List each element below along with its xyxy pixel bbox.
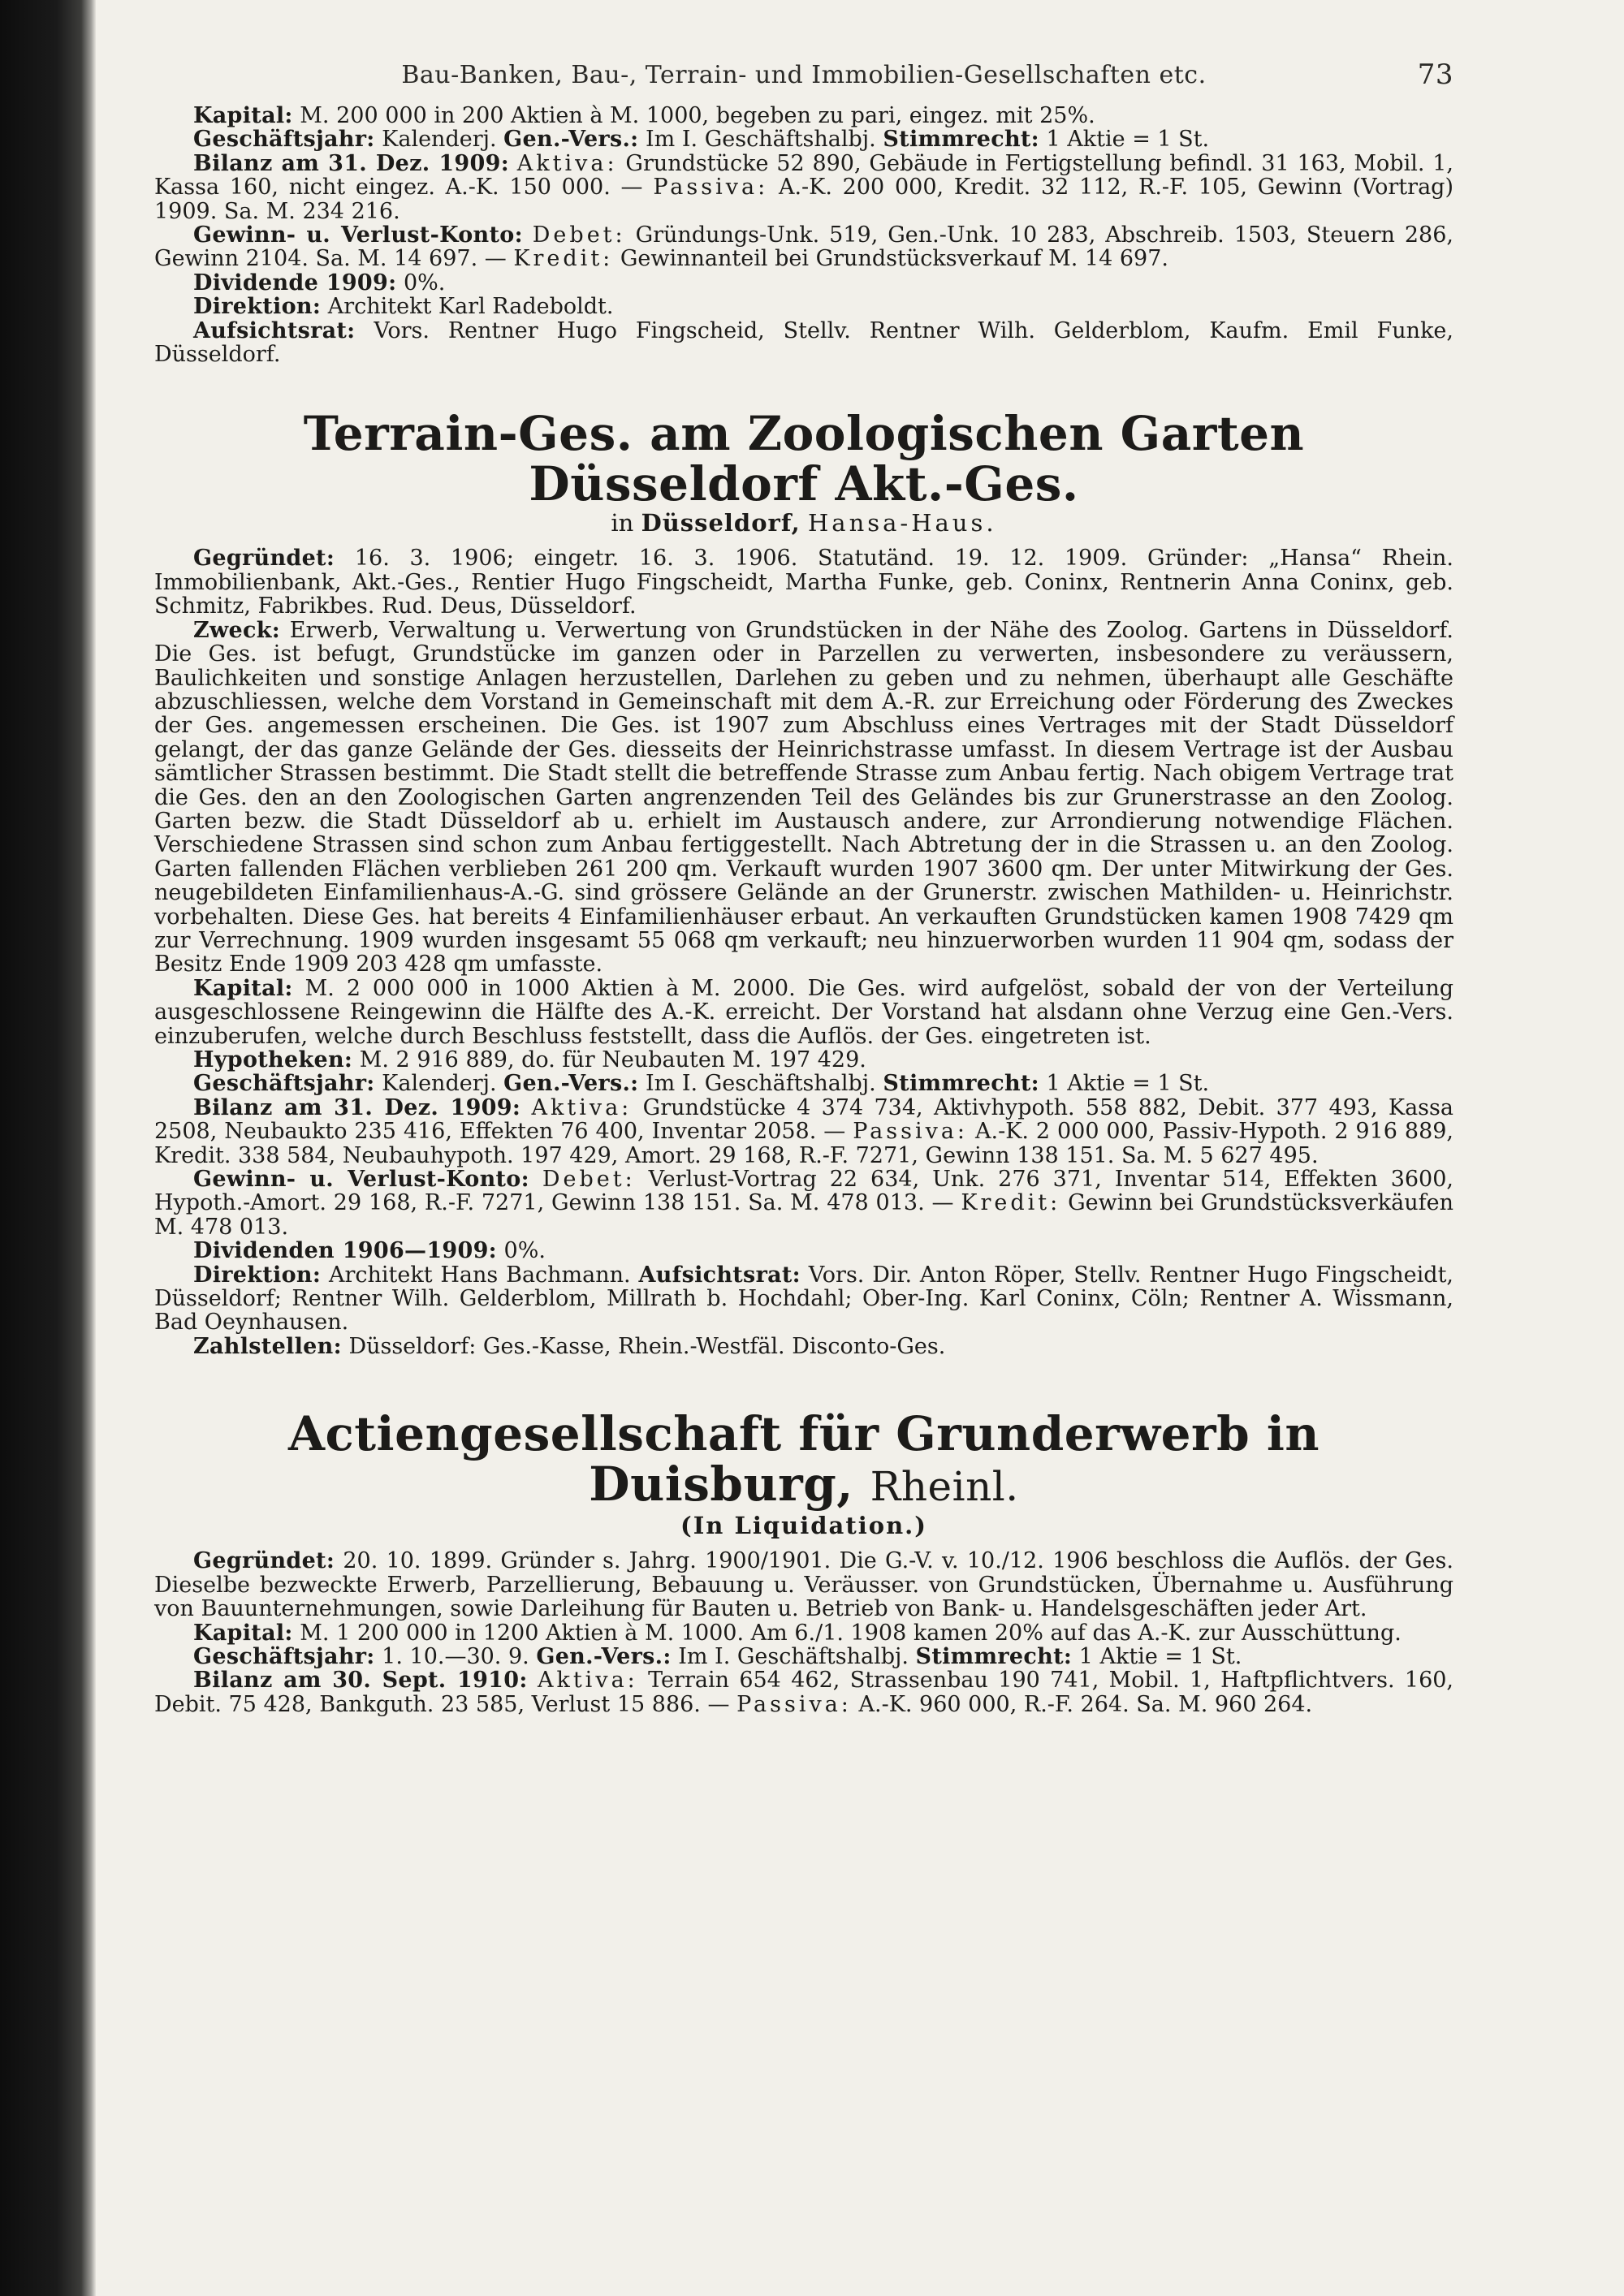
dividende-paragraph [154, 271, 1453, 295]
gegruendet-paragraph [154, 1549, 1453, 1621]
genvers-text: Im I. Geschäftshalbj. [646, 127, 876, 153]
dividende-text: 0%. [503, 1238, 546, 1264]
page-number: 73 [1417, 58, 1453, 91]
kredit-label: Kredit: [961, 1190, 1061, 1216]
kapital-paragraph [154, 977, 1453, 1048]
zweck-text: Erwerb, Verwaltung u. Verwertung von Grundstücken in der Nähe des Zoolog. Gartens in Düsseldorf. Die Ges. ist befugt, Grundstücke im ganzen oder in Parzellen zu verwerten, insbesondere zu veräussern, Baulichkeiten und sonstige Anlagen herzustellen, Darlehen zu geben und zu nehmen, überhaupt alle Geschäfte abzuschliessen, welche dem Vorstand in Gemeinschaft mit dem A.-R. zur Erreichung oder Förderung des Zweckes der Ges. angemessen erscheinen. Die Ges. ist 1907 zum Abschluss eines Vertrages mit der Stadt Düsseldorf gelangt, der das ganze Gelände der Ges. diesseits der Heinrichstrasse umfasst. In diesem Vertrage ist der Ausbau sämtlicher Strassen bestimmt. Die Stadt stellt die betreffende Strasse zum Anbau fertig. Nach obigem Vertrage trat die Ges. den an den Zoologischen Garten angrenzenden Teil des Geländes bis zur Grunerstrasse an den Zoolog. Garten bezw. die Stadt Düsseldorf ab u. erhielt im Austausch andere, zur Arrondierung notwendige Flächen. Verschiedene Strassen sind schon zum Anbau fertiggestellt. Nach Abtretung der in die Strassen u. an den Zoolog. Garten fallenden Flächen verblieben 261 200 qm. Verkauft wurden 1907 3600 qm. Der unter Mitwirkung der Ges. neugebildeten Einfamilienhaus-A.-G. sind grössere Gelände an der Grunerstr. zwischen Mathilden- u. Heinrichstr. vorbehalten. Diese Ges. hat bereits 4 Einfamilienhäuser erbaut. An verkauften Grundstücken kamen 1908 7429 qm zur Verrechnung. 1909 wurden insgesamt 55 068 qm verkauft; neu hinzuerworben wurden 11 904 qm, sodass der Besitz Ende 1909 203 428 qm umfasste. [154, 617, 1453, 978]
genvers-label: Gen.-Vers.: [503, 1071, 639, 1097]
geschaeftsjahr-paragraph [154, 1072, 1453, 1095]
passiva-label: Passiva: [853, 1119, 969, 1145]
geschaeftsjahr-paragraph [154, 1645, 1453, 1668]
aktiva-label: Aktiva: [531, 1094, 633, 1120]
hypotheken-text: M. 2 916 889, do. für Neubauten M. 197 429. [359, 1047, 866, 1072]
aktiva-label: Aktiva: [516, 150, 618, 176]
bilanz-label: Bilanz am 31. Dez. 1909: [193, 150, 509, 176]
gegruendet-text: 20. 10. 1899. Gründer s. Jahrg. 1900/1901. Die G.-V. v. 10./12. 1906 beschloss die Auflös. der Ges. Dieselbe bezweckte Erwerb, Parzellierung, Bebauung u. Veräusser. von Grundstücken, Übernahme u. Ausführung von Bauunternehmungen, sowie Darleihung für Bauten u. Betrieb von Bank- u. Handelsgeschäften jeder Art. [154, 1548, 1453, 1622]
dividende-text: 0%. [403, 270, 446, 296]
kapital-label: Kapital: [193, 975, 293, 1001]
geschaeftsjahr-label: Geschäftsjahr: [193, 1643, 375, 1669]
dividende-paragraph [154, 1239, 1453, 1262]
bilanz-aktiva-text: Grundstücke 4 374 734, Aktivhypoth. 558 882, Debit. 377 493, Kassa 2508, Neubaukto 235 416, Effekten 76 400, Inventar 2058. — [154, 1094, 1453, 1145]
bilanz-passiva-text: A.-K. 2 000 000, Passiv-Hypoth. 2 916 889, Kredit. 338 584, Neubauhypoth. 197 429, Amort. 29 168, R.-F. 7271, Gewinn 138 151. Sa. M. 5 627 495. [154, 1119, 1454, 1168]
direktion-text: Architekt Hans Bachmann. [328, 1262, 631, 1288]
bilanz-label: Bilanz am 31. Dez. 1909: [193, 1094, 521, 1120]
genvers-label: Gen.-Vers.: [503, 127, 639, 153]
stimmrecht-text: 1 Aktie = 1 St. [1046, 127, 1210, 153]
stimmrecht-label: Stimmrecht: [883, 127, 1039, 153]
entry-terrain-ges [154, 408, 1453, 1358]
company-title: Terrain-Ges. am Zoologischen Garten Düsseldorf Akt.-Ges. [303, 406, 1305, 512]
guv-label: Gewinn- u. Verlust-Konto: [193, 1167, 529, 1193]
company-title-main: Actiengesellschaft für Grunderwerb in Duisburg, [287, 1406, 1320, 1513]
aufsichtsrat-label: Aufsichtsrat: [638, 1262, 801, 1288]
aktiva-label: Aktiva: [537, 1668, 638, 1694]
direktion-label: Direktion: [193, 294, 322, 320]
gegruendet-text: 16. 3. 1906; eingetr. 16. 3. 1906. Statutänd. 19. 12. 1909. Gründer: „Hansa“ Rhein. Immobilienbank, Akt.-Ges., Rentier Hugo Fingscheidt, Martha Funke, geb. Coninx, Rentnerin Anna Coninx, geb. Schmitz, Fabrikbes. Rud. Deus, Düsseldorf. [154, 546, 1454, 619]
bilanz-paragraph [154, 1096, 1453, 1167]
kapital-paragraph [154, 104, 1453, 127]
genvers-text: Im I. Geschäftshalbj. [678, 1643, 909, 1669]
geschaeftsjahr-label: Geschäftsjahr: [193, 1071, 375, 1097]
entry-actiengesellschaft-grunderwerb [154, 1406, 1454, 1717]
zahlstellen-label: Zahlstellen: [193, 1333, 342, 1359]
direktion-text: Architekt Karl Radeboldt. [327, 294, 614, 320]
genvers-text: Im I. Geschäftshalbj. [646, 1071, 876, 1097]
genvers-label: Gen.-Vers.: [536, 1643, 672, 1669]
passiva-label: Passiva: [736, 1691, 852, 1717]
geschaeftsjahr-label: Geschäftsjahr: [193, 127, 375, 153]
running-title: Bau-Banken, Bau-, Terrain- und Immobilien-Gesellschaften etc. [401, 61, 1207, 89]
stimmrecht-text: 1 Aktie = 1 St. [1046, 1071, 1210, 1097]
stimmrecht-text: 1 Aktie = 1 St. [1078, 1643, 1242, 1669]
geschaeftsjahr-text: 1. 10.—30. 9. [382, 1643, 529, 1669]
bilanz-passiva-text: A.-K. 200 000, Kredit. 32 112, R.-F. 105, Gewinn (Vortrag) 1909. Sa. M. 234 216. [154, 175, 1453, 224]
aufsichtsrat-paragraph [154, 319, 1453, 367]
bilanz-paragraph [154, 152, 1453, 223]
company-address: Hansa-Haus. [807, 509, 997, 537]
kapital-text: M. 2 000 000 in 1000 Aktien à M. 2000. Die Ges. wird aufgelöst, sobald der von der Verteilung ausgeschlossene Reingewinn die Hälfte des A.-K. erreicht. Der Vorstand hat alsdann ohne Verzug eine Gen.-Vers. einzuberufen, welche durch Beschluss feststellt, dass die Auflös. der Ges. eingetreten ist. [154, 975, 1453, 1049]
guv-debet-text: Verlust-Vortrag 22 634, Unk. 276 371, Inventar 514, Effekten 3600, Hypoth.-Amort. 29 168, R.-F. 7271, Gewinn 138 151. Sa. M. 478 013. — [154, 1167, 1453, 1216]
kapital-text: M. 1 200 000 in 1200 Aktien à M. 1000. Am 6./1. 1908 kamen 20% auf das A.-K. zur Ausschüttung. [300, 1620, 1402, 1646]
running-head [154, 58, 1453, 104]
gegruendet-paragraph [154, 546, 1453, 618]
entry-continued [154, 104, 1453, 366]
zahlstellen-paragraph [154, 1335, 1453, 1358]
guv-label: Gewinn- u. Verlust-Konto: [193, 222, 523, 248]
debet-label: Debet: [532, 222, 626, 248]
geschaeftsjahr-paragraph [154, 127, 1453, 151]
dividende-label: Dividenden 1906—1909: [193, 1238, 497, 1264]
document-page [154, 58, 1454, 1717]
liquidation-status: (In Liquidation.) [680, 1512, 927, 1540]
book-gutter-shadow [0, 0, 96, 2296]
aufsichtsrat-text: Vors. Dir. Anton Röper, Stellv. Rentner Hugo Fingscheidt, Düsseldorf; Rentner Wilh. Gelderblom, Millrath b. Hochdahl; Ober-Ing. Karl Coninx, Cöln; Rentner A. Wissmann, Bad Oeynhausen. [154, 1262, 1454, 1336]
bilanz-paragraph [154, 1668, 1453, 1716]
kredit-label: Kredit: [513, 246, 614, 272]
company-title [154, 1406, 1453, 1513]
zahlstellen-text: Düsseldorf: Ges.-Kasse, Rhein.-Westfäl. Disconto-Ges. [348, 1333, 946, 1359]
stimmrecht-label: Stimmrecht: [883, 1071, 1039, 1097]
company-location [154, 509, 1453, 537]
kapital-label: Kapital: [193, 103, 293, 128]
guv-debet-text: Gründungs-Unk. 519, Gen.-Unk. 10 283, Abschreib. 1503, Steuern 286, Gewinn 2104. Sa. M. 14 697. — [154, 222, 1453, 272]
dividende-label: Dividende 1909: [193, 270, 397, 296]
zweck-label: Zweck: [193, 617, 281, 643]
company-title-suffix: Rheinl. [870, 1463, 1019, 1511]
kapital-text: M. 200 000 in 200 Aktien à M. 1000, begeben zu pari, eingez. mit 25%. [300, 103, 1095, 128]
hypotheken-paragraph [154, 1048, 1453, 1072]
gegruendet-label: Gegründet: [193, 546, 335, 572]
passiva-label: Passiva: [653, 175, 769, 201]
zweck-paragraph [154, 619, 1453, 977]
direktion-label: Direktion: [193, 1262, 322, 1288]
kapital-paragraph [154, 1621, 1453, 1645]
direktion-paragraph [154, 295, 1453, 318]
location-prefix: in [611, 509, 634, 537]
geschaeftsjahr-text: Kalenderj. [382, 1071, 497, 1097]
kapital-label: Kapital: [193, 1620, 293, 1646]
guv-kredit-text: Gewinn bei Grundstücksverkäufen M. 478 013. [154, 1190, 1453, 1240]
hypotheken-label: Hypotheken: [193, 1047, 353, 1072]
guv-kredit-text: Gewinnanteil bei Grundstücksverkauf M. 14 697. [620, 246, 1168, 272]
guv-paragraph [154, 223, 1453, 271]
company-status [154, 1512, 1453, 1539]
bilanz-aktiva-text: Terrain 654 462, Strassenbau 190 741, Mobil. 1, Haftpflichtvers. 160, Debit. 75 428, Bankguth. 23 585, Verlust 15 886. — [154, 1668, 1454, 1717]
gegruendet-label: Gegründet: [193, 1548, 335, 1574]
bilanz-passiva-text: A.-K. 960 000, R.-F. 264. Sa. M. 960 264. [858, 1691, 1313, 1717]
bilanz-label: Bilanz am 30. Sept. 1910: [193, 1668, 528, 1694]
aufsichtsrat-label: Aufsichtsrat: [193, 317, 356, 343]
bilanz-aktiva-text: Grundstücke 52 890, Gebäude in Fertigstellung befindl. 31 163, Mobil. 1, Kassa 160, nicht eingez. A.-K. 150 000. — [154, 150, 1453, 201]
aufsichtsrat-text: Vors. Rentner Hugo Fingscheid, Stellv. Rentner Wilh. Gelderblom, Kaufm. Emil Funke, Düsseldorf. [154, 317, 1453, 368]
geschaeftsjahr-text: Kalenderj. [382, 127, 497, 153]
debet-label: Debet: [542, 1167, 636, 1193]
guv-paragraph [154, 1167, 1453, 1239]
stimmrecht-label: Stimmrecht: [915, 1643, 1073, 1669]
company-city: Düsseldorf, [641, 509, 801, 537]
direktion-paragraph [154, 1263, 1453, 1335]
